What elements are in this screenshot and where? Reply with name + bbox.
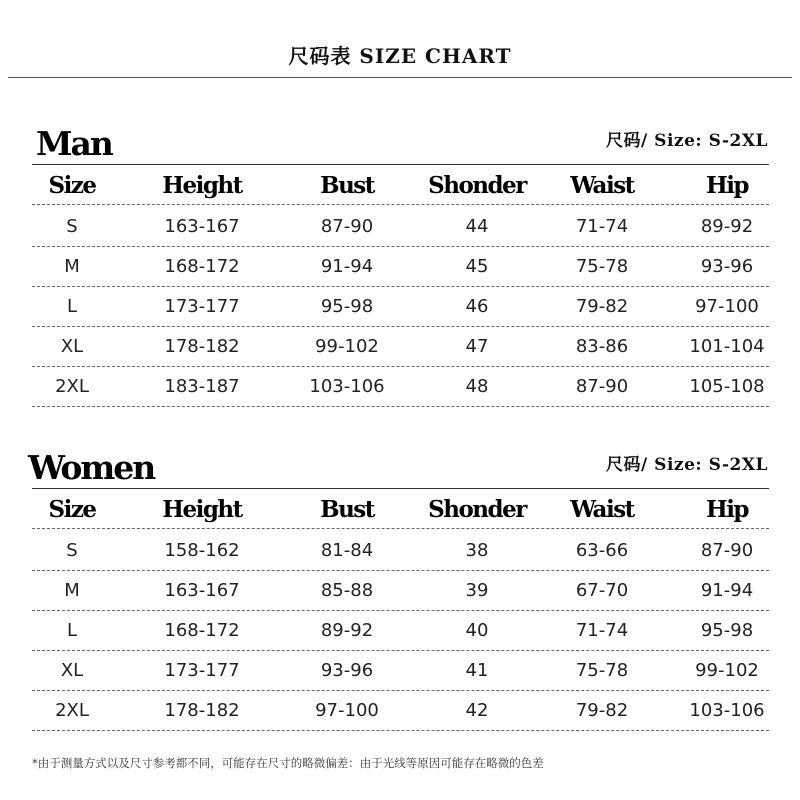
table-cell: 63-66 bbox=[575, 539, 629, 561]
table-cell: 93-96 bbox=[700, 255, 754, 277]
table-cell: 95-98 bbox=[700, 619, 754, 641]
table-row bbox=[32, 530, 769, 571]
table-cell: M bbox=[64, 579, 80, 601]
table-cell: 87-90 bbox=[320, 215, 374, 237]
table-cell: 168-172 bbox=[164, 619, 240, 641]
table-row bbox=[32, 650, 769, 691]
footnote: *由于测量方式以及尺寸参考都不同，可能存在尺寸的略微偏差：由于光线等原因可能存在略微的色差 bbox=[32, 756, 544, 770]
table-row bbox=[32, 570, 769, 611]
table-cell: 48 bbox=[465, 375, 489, 397]
table-cell: 87-90 bbox=[575, 375, 629, 397]
table-cell: XL bbox=[60, 335, 84, 357]
table-cell: 168-172 bbox=[164, 255, 240, 277]
table-header-row bbox=[32, 166, 769, 205]
table-cell: 105-108 bbox=[689, 375, 765, 397]
column-header: Bust bbox=[320, 495, 374, 523]
section-title: Man bbox=[36, 124, 112, 163]
table-cell: M bbox=[64, 255, 80, 277]
table-row bbox=[32, 206, 769, 247]
table-row bbox=[32, 610, 769, 651]
table-cell: 103-106 bbox=[309, 375, 385, 397]
header-rule bbox=[32, 164, 769, 165]
column-header: Shonder bbox=[428, 495, 526, 523]
table-cell: 91-94 bbox=[700, 579, 754, 601]
section-title: Women bbox=[28, 448, 155, 487]
table-cell: 71-74 bbox=[575, 215, 629, 237]
table-cell: 38 bbox=[465, 539, 489, 561]
table-cell: 178-182 bbox=[164, 335, 240, 357]
table-cell: 99-102 bbox=[695, 659, 759, 681]
table-cell: 158-162 bbox=[164, 539, 240, 561]
column-header: Shonder bbox=[428, 171, 526, 199]
table-cell: 163-167 bbox=[164, 215, 240, 237]
column-header: Hip bbox=[705, 171, 749, 199]
column-header: Hip bbox=[705, 495, 749, 523]
table-cell: 85-88 bbox=[320, 579, 374, 601]
table-cell: 40 bbox=[465, 619, 489, 641]
size-range-label: 尺码/ Size: S-2XL bbox=[606, 131, 768, 151]
table-row bbox=[32, 366, 769, 407]
column-header: Waist bbox=[570, 495, 634, 523]
table-cell: 163-167 bbox=[164, 579, 240, 601]
table-cell: 46 bbox=[465, 295, 489, 317]
table-cell: 75-78 bbox=[575, 659, 629, 681]
table-cell: 45 bbox=[465, 255, 489, 277]
table-cell: 183-187 bbox=[164, 375, 240, 397]
table-cell: S bbox=[66, 215, 78, 237]
table-cell: 79-82 bbox=[575, 699, 629, 721]
table-cell: 173-177 bbox=[164, 659, 240, 681]
table-cell: 173-177 bbox=[164, 295, 240, 317]
table-cell: L bbox=[66, 619, 78, 641]
table-cell: S bbox=[66, 539, 78, 561]
table-cell: 75-78 bbox=[575, 255, 629, 277]
header-rule bbox=[32, 488, 769, 489]
column-header: Height bbox=[162, 495, 242, 523]
table-cell: L bbox=[66, 295, 78, 317]
table-cell: 91-94 bbox=[320, 255, 374, 277]
table-cell: 87-90 bbox=[700, 539, 754, 561]
table-row bbox=[32, 286, 769, 327]
table-cell: 81-84 bbox=[320, 539, 374, 561]
table-row bbox=[32, 690, 769, 731]
table-cell: 95-98 bbox=[320, 295, 374, 317]
column-header: Bust bbox=[320, 171, 374, 199]
table-cell: 103-106 bbox=[689, 699, 765, 721]
table-cell: 89-92 bbox=[700, 215, 754, 237]
column-header: Size bbox=[48, 171, 96, 199]
table-cell: 83-86 bbox=[575, 335, 629, 357]
table-cell: 2XL bbox=[55, 375, 89, 397]
section-man bbox=[0, 122, 800, 422]
title-divider bbox=[8, 77, 792, 78]
table-cell: XL bbox=[60, 659, 84, 681]
column-header: Height bbox=[162, 171, 242, 199]
table-cell: 44 bbox=[465, 215, 489, 237]
table-cell: 101-104 bbox=[689, 335, 765, 357]
size-range-label: 尺码/ Size: S-2XL bbox=[606, 455, 768, 475]
column-header: Size bbox=[48, 495, 96, 523]
table-cell: 2XL bbox=[55, 699, 89, 721]
table-cell: 97-100 bbox=[315, 699, 379, 721]
page-title: 尺码表 SIZE CHART bbox=[288, 44, 512, 68]
table-cell: 97-100 bbox=[695, 295, 759, 317]
table-cell: 99-102 bbox=[315, 335, 379, 357]
table-cell: 42 bbox=[465, 699, 489, 721]
table-cell: 178-182 bbox=[164, 699, 240, 721]
table-header-row bbox=[32, 490, 769, 529]
table-cell: 93-96 bbox=[320, 659, 374, 681]
table-cell: 89-92 bbox=[320, 619, 374, 641]
table-cell: 67-70 bbox=[575, 579, 629, 601]
column-header: Waist bbox=[570, 171, 634, 199]
table-cell: 47 bbox=[465, 335, 489, 357]
table-cell: 79-82 bbox=[575, 295, 629, 317]
table-row bbox=[32, 326, 769, 367]
table-cell: 41 bbox=[465, 659, 489, 681]
table-cell: 71-74 bbox=[575, 619, 629, 641]
table-row bbox=[32, 246, 769, 287]
table-cell: 39 bbox=[465, 579, 489, 601]
section-women bbox=[0, 446, 800, 746]
